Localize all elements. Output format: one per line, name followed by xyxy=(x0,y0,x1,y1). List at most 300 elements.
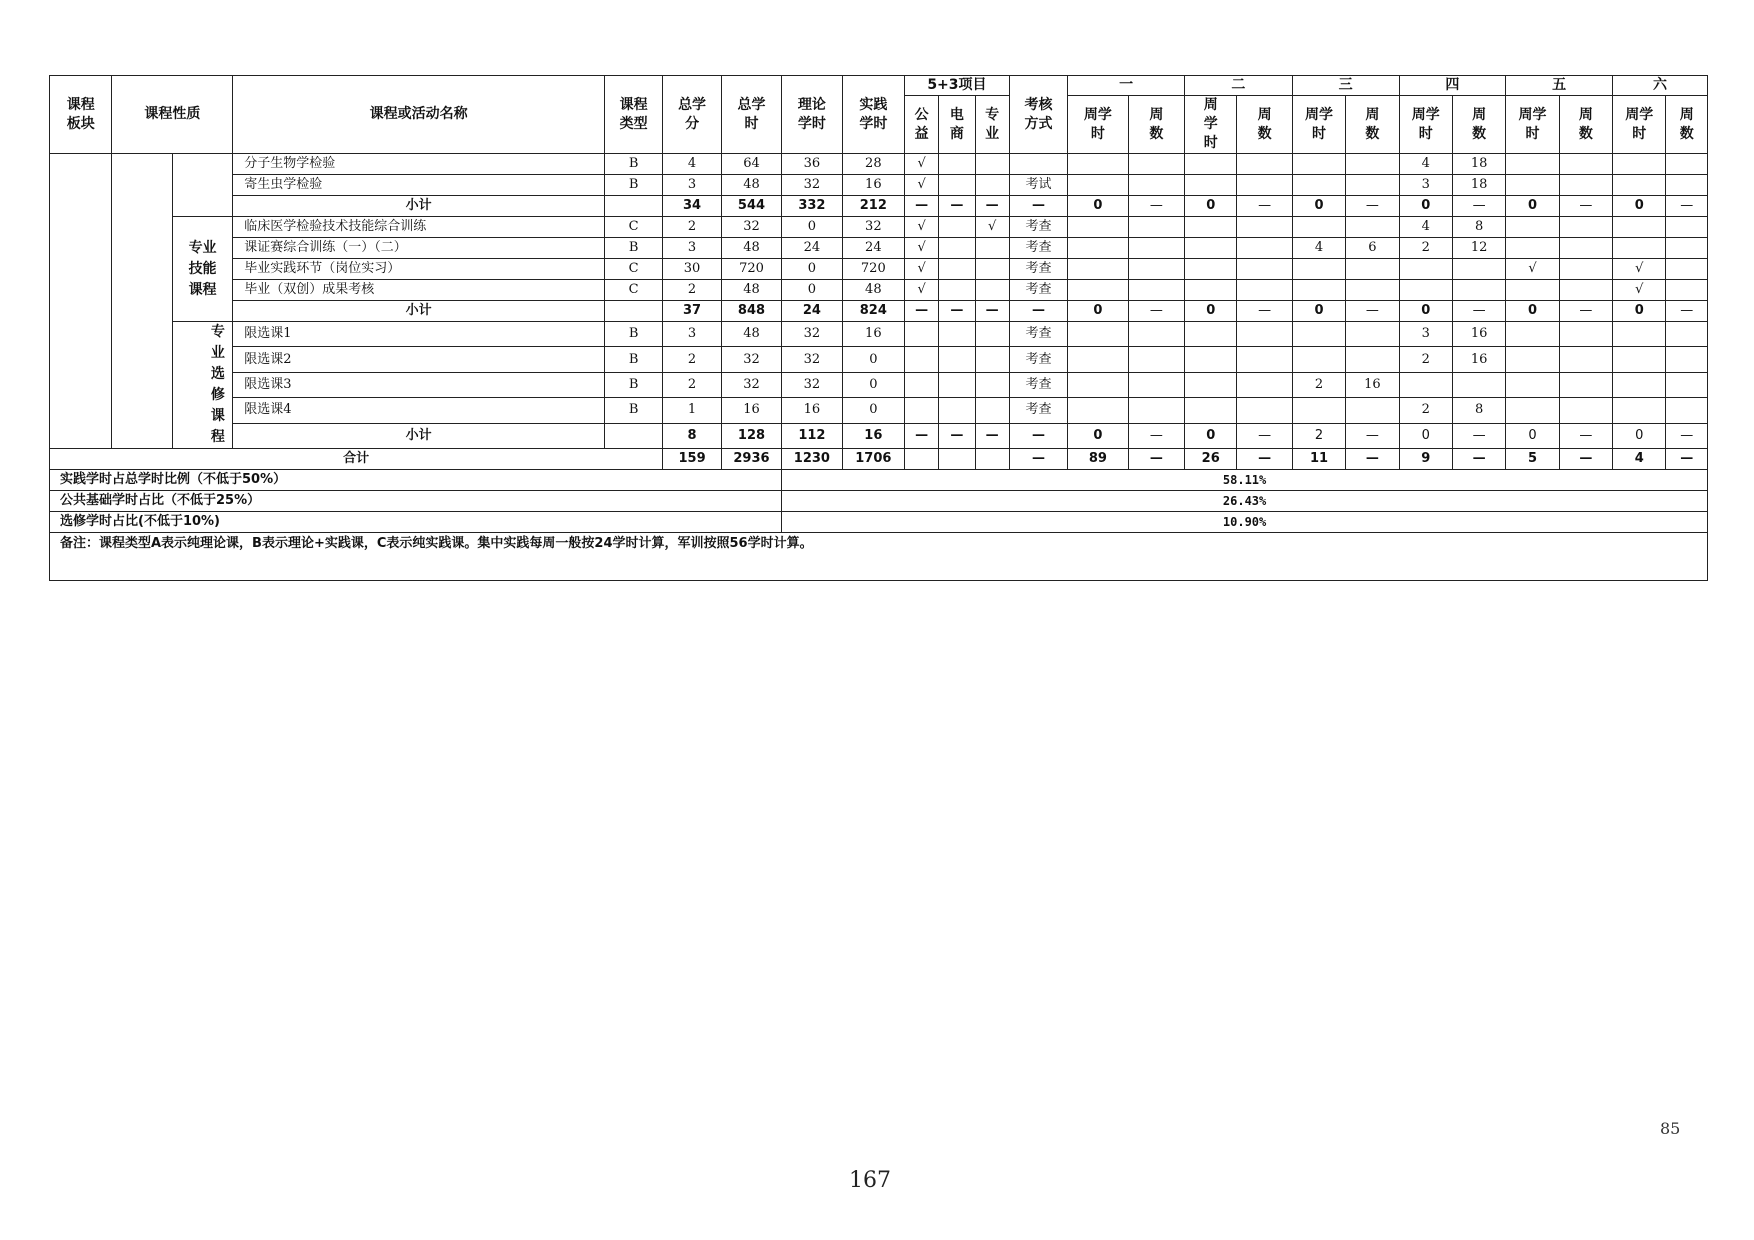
category-elective-label: 专业选修课程 xyxy=(210,324,225,445)
table-row xyxy=(50,175,1708,196)
semester-cell xyxy=(1128,280,1184,301)
course-name: 限选课2 xyxy=(233,347,605,372)
semester-cell: — xyxy=(1346,196,1399,217)
semester-cell: — xyxy=(1559,196,1612,217)
semester-cell: 2 xyxy=(1292,423,1345,448)
semester-cell xyxy=(1666,154,1708,175)
semester-cell xyxy=(1128,238,1184,259)
total-row xyxy=(50,449,1708,470)
credits: 3 xyxy=(663,238,721,259)
project-public: √ xyxy=(905,217,939,238)
project-ecommerce xyxy=(939,347,975,372)
course-type: B xyxy=(604,238,662,259)
block-cell xyxy=(50,154,112,449)
semester-cell: 0 xyxy=(1613,301,1666,322)
ratio-value: 58.11% xyxy=(782,470,1708,491)
exam-method: — xyxy=(1009,423,1067,448)
ratio-label: 选修学时占比(不低于10%) xyxy=(50,512,782,533)
semester-cell: — xyxy=(1128,423,1184,448)
header-nature: 课程性质 xyxy=(112,76,233,154)
semester-cell xyxy=(1452,372,1505,397)
exam-method: 考查 xyxy=(1009,280,1067,301)
course-type: C xyxy=(604,259,662,280)
category-skill-courses xyxy=(172,217,232,322)
header-semester-4: 四 xyxy=(1399,76,1506,96)
table-row xyxy=(50,217,1708,238)
semester-cell xyxy=(1346,259,1399,280)
semester-cell xyxy=(1506,398,1559,423)
semester-cell: 0 xyxy=(1399,423,1452,448)
theory-hours: 24 xyxy=(782,301,842,322)
exam-method: 考查 xyxy=(1009,238,1067,259)
semester-cell: 0 xyxy=(1613,196,1666,217)
project-major xyxy=(975,154,1009,175)
table-row xyxy=(50,154,1708,175)
credits: 37 xyxy=(663,301,721,322)
header-weeks: 周数 xyxy=(1237,96,1292,154)
header-project-public: 公益 xyxy=(905,96,939,154)
header-practice: 实践学时 xyxy=(842,76,904,154)
semester-cell xyxy=(1666,322,1708,347)
semester-cell xyxy=(1506,322,1559,347)
semester-cell xyxy=(1237,398,1292,423)
note-text: 备注：课程类型A表示纯理论课，B表示理论+实践课，C表示纯实践课。集中实践每周一般按24学时计算，军训按照56学时计算。 xyxy=(50,533,1708,581)
semester-cell: 89 xyxy=(1068,449,1128,470)
theory-hours: 0 xyxy=(782,217,842,238)
semester-cell xyxy=(1506,347,1559,372)
semester-cell: 0 xyxy=(1068,423,1128,448)
semester-cell xyxy=(1559,347,1612,372)
header-semester-3: 三 xyxy=(1292,76,1399,96)
project-public xyxy=(905,398,939,423)
semester-cell xyxy=(1292,398,1345,423)
semester-cell xyxy=(1666,372,1708,397)
total-hours: 64 xyxy=(721,154,781,175)
header-weekly-hours: 周学时 xyxy=(1185,96,1237,154)
semester-cell: 0 xyxy=(1185,301,1237,322)
project-ecommerce xyxy=(939,449,975,470)
semester-cell xyxy=(1068,398,1128,423)
table-row xyxy=(50,372,1708,397)
course-name: 限选课4 xyxy=(233,398,605,423)
subtotal-label: 小计 xyxy=(233,301,605,322)
semester-cell xyxy=(1185,259,1237,280)
semester-cell: 0 xyxy=(1399,196,1452,217)
project-ecommerce xyxy=(939,217,975,238)
semester-cell: — xyxy=(1237,196,1292,217)
semester-cell xyxy=(1292,322,1345,347)
semester-cell: 3 xyxy=(1399,322,1452,347)
course-name: 临床医学检验技术技能综合训练 xyxy=(233,217,605,238)
semester-cell xyxy=(1399,372,1452,397)
exam-method: 考查 xyxy=(1009,398,1067,423)
project-public xyxy=(905,449,939,470)
course-type: C xyxy=(604,217,662,238)
semester-cell xyxy=(1666,259,1708,280)
theory-hours: 1230 xyxy=(782,449,842,470)
project-major xyxy=(975,238,1009,259)
semester-cell xyxy=(1068,347,1128,372)
project-public: — xyxy=(905,423,939,448)
semester-cell xyxy=(1399,280,1452,301)
semester-cell: — xyxy=(1452,301,1505,322)
semester-cell: √ xyxy=(1613,280,1666,301)
total-label: 合计 xyxy=(50,449,663,470)
semester-cell: — xyxy=(1666,449,1708,470)
total-hours: 32 xyxy=(721,217,781,238)
total-hours: 48 xyxy=(721,280,781,301)
credits: 4 xyxy=(663,154,721,175)
semester-cell xyxy=(1346,154,1399,175)
semester-cell: — xyxy=(1128,196,1184,217)
semester-cell xyxy=(1346,398,1399,423)
semester-cell xyxy=(1128,372,1184,397)
note-row xyxy=(50,533,1708,581)
semester-cell xyxy=(1185,347,1237,372)
ratio-value: 10.90% xyxy=(782,512,1708,533)
semester-cell: — xyxy=(1452,449,1505,470)
project-major: — xyxy=(975,423,1009,448)
semester-cell: 0 xyxy=(1506,301,1559,322)
table-row xyxy=(50,398,1708,423)
practice-hours: 28 xyxy=(842,154,904,175)
semester-cell xyxy=(1506,217,1559,238)
header-project: 5+3项目 xyxy=(905,76,1010,96)
semester-cell xyxy=(1185,280,1237,301)
exam-method: 考查 xyxy=(1009,372,1067,397)
semester-cell xyxy=(1559,259,1612,280)
curriculum-table xyxy=(49,75,1708,581)
semester-cell: 6 xyxy=(1346,238,1399,259)
project-ecommerce: — xyxy=(939,301,975,322)
semester-cell xyxy=(1559,154,1612,175)
semester-cell xyxy=(1185,154,1237,175)
exam-method: 考查 xyxy=(1009,259,1067,280)
semester-cell xyxy=(1613,347,1666,372)
header-weeks: 周数 xyxy=(1452,96,1505,154)
semester-cell xyxy=(1237,259,1292,280)
project-major: √ xyxy=(975,217,1009,238)
table-row xyxy=(50,322,1708,347)
semester-cell xyxy=(1185,322,1237,347)
semester-cell xyxy=(1292,217,1345,238)
total-hours: 48 xyxy=(721,322,781,347)
practice-hours: 0 xyxy=(842,347,904,372)
project-ecommerce: — xyxy=(939,196,975,217)
project-ecommerce xyxy=(939,322,975,347)
table-row xyxy=(50,280,1708,301)
header-weekly-hours: 周学时 xyxy=(1613,96,1666,154)
semester-cell: 4 xyxy=(1399,217,1452,238)
header-weeks: 周数 xyxy=(1559,96,1612,154)
project-major xyxy=(975,322,1009,347)
semester-cell: 0 xyxy=(1613,423,1666,448)
semester-cell: 2 xyxy=(1399,398,1452,423)
semester-cell: — xyxy=(1666,196,1708,217)
semester-cell xyxy=(1068,238,1128,259)
header-semester-5: 五 xyxy=(1506,76,1613,96)
header-exam: 考核方式 xyxy=(1009,76,1067,154)
semester-cell: 0 xyxy=(1506,196,1559,217)
semester-cell xyxy=(1559,175,1612,196)
category-elective-courses xyxy=(172,322,232,449)
semester-cell: 2 xyxy=(1399,347,1452,372)
semester-cell xyxy=(1399,259,1452,280)
project-major xyxy=(975,398,1009,423)
semester-cell xyxy=(1666,398,1708,423)
semester-cell: 18 xyxy=(1452,154,1505,175)
semester-cell xyxy=(1346,347,1399,372)
semester-cell xyxy=(1613,398,1666,423)
table-row xyxy=(50,347,1708,372)
practice-hours: 48 xyxy=(842,280,904,301)
practice-hours: 720 xyxy=(842,259,904,280)
header-weekly-hours: 周学时 xyxy=(1292,96,1345,154)
semester-cell xyxy=(1346,280,1399,301)
project-major xyxy=(975,372,1009,397)
semester-cell xyxy=(1666,238,1708,259)
semester-cell xyxy=(1237,238,1292,259)
semester-cell: 0 xyxy=(1399,301,1452,322)
total-hours: 2936 xyxy=(721,449,781,470)
project-public: √ xyxy=(905,175,939,196)
practice-hours: 824 xyxy=(842,301,904,322)
semester-cell xyxy=(1506,372,1559,397)
credits: 159 xyxy=(663,449,721,470)
project-public: √ xyxy=(905,238,939,259)
ratio-row xyxy=(50,491,1708,512)
course-type: B xyxy=(604,175,662,196)
header-weekly-hours: 周学时 xyxy=(1068,96,1128,154)
semester-cell xyxy=(1068,280,1128,301)
semester-cell xyxy=(1185,175,1237,196)
project-ecommerce xyxy=(939,259,975,280)
course-type xyxy=(604,301,662,322)
project-public xyxy=(905,372,939,397)
total-hours: 128 xyxy=(721,423,781,448)
semester-cell: — xyxy=(1559,449,1612,470)
semester-cell: — xyxy=(1346,301,1399,322)
semester-cell xyxy=(1613,372,1666,397)
course-name: 限选课3 xyxy=(233,372,605,397)
header-row-1 xyxy=(50,76,1708,96)
semester-cell xyxy=(1613,154,1666,175)
practice-hours: 16 xyxy=(842,423,904,448)
practice-hours: 1706 xyxy=(842,449,904,470)
page-number-main: 167 xyxy=(849,1168,891,1193)
semester-cell xyxy=(1237,217,1292,238)
header-weeks: 周数 xyxy=(1666,96,1708,154)
theory-hours: 32 xyxy=(782,322,842,347)
semester-cell: 3 xyxy=(1399,175,1452,196)
theory-hours: 0 xyxy=(782,259,842,280)
semester-cell xyxy=(1506,280,1559,301)
total-hours: 848 xyxy=(721,301,781,322)
header-semester-6: 六 xyxy=(1613,76,1708,96)
project-public: √ xyxy=(905,154,939,175)
semester-cell: 8 xyxy=(1452,217,1505,238)
semester-cell: 12 xyxy=(1452,238,1505,259)
semester-cell xyxy=(1613,175,1666,196)
semester-cell: — xyxy=(1128,301,1184,322)
practice-hours: 0 xyxy=(842,372,904,397)
semester-cell xyxy=(1666,217,1708,238)
practice-hours: 24 xyxy=(842,238,904,259)
header-semester-2: 二 xyxy=(1185,76,1293,96)
semester-cell xyxy=(1292,259,1345,280)
theory-hours: 24 xyxy=(782,238,842,259)
subtotal-row xyxy=(50,196,1708,217)
project-ecommerce xyxy=(939,175,975,196)
semester-cell xyxy=(1452,259,1505,280)
course-name: 毕业实践环节（岗位实习） xyxy=(233,259,605,280)
project-major xyxy=(975,259,1009,280)
semester-cell xyxy=(1613,238,1666,259)
project-ecommerce xyxy=(939,238,975,259)
semester-cell xyxy=(1666,175,1708,196)
semester-cell: 16 xyxy=(1452,322,1505,347)
course-type: B xyxy=(604,322,662,347)
theory-hours: 16 xyxy=(782,398,842,423)
course-name: 限选课1 xyxy=(233,322,605,347)
semester-cell: 2 xyxy=(1399,238,1452,259)
theory-hours: 0 xyxy=(782,280,842,301)
category-skill-label: 专业技能课程 xyxy=(188,239,217,298)
semester-cell xyxy=(1559,217,1612,238)
semester-cell xyxy=(1128,398,1184,423)
semester-cell xyxy=(1237,175,1292,196)
project-ecommerce xyxy=(939,154,975,175)
theory-hours: 32 xyxy=(782,175,842,196)
credits: 2 xyxy=(663,347,721,372)
semester-cell xyxy=(1613,217,1666,238)
subtotal-row xyxy=(50,423,1708,448)
course-type xyxy=(604,196,662,217)
ratio-row xyxy=(50,470,1708,491)
semester-cell xyxy=(1128,154,1184,175)
semester-cell: — xyxy=(1346,449,1399,470)
theory-hours: 32 xyxy=(782,372,842,397)
semester-cell: 11 xyxy=(1292,449,1345,470)
semester-cell: — xyxy=(1666,301,1708,322)
subtotal-label: 小计 xyxy=(233,423,605,448)
semester-cell: 16 xyxy=(1346,372,1399,397)
semester-cell: 0 xyxy=(1185,196,1237,217)
project-major xyxy=(975,175,1009,196)
semester-cell xyxy=(1506,175,1559,196)
semester-cell: — xyxy=(1452,196,1505,217)
semester-cell xyxy=(1237,154,1292,175)
semester-cell xyxy=(1068,175,1128,196)
exam-method: — xyxy=(1009,449,1067,470)
ratio-label: 公共基础学时占比（不低于25%） xyxy=(50,491,782,512)
exam-method: — xyxy=(1009,196,1067,217)
ratio-label: 实践学时占总学时比例（不低于50%） xyxy=(50,470,782,491)
ratio-value: 26.43% xyxy=(782,491,1708,512)
header-block: 课程板块 xyxy=(50,76,112,154)
semester-cell xyxy=(1292,347,1345,372)
total-hours: 48 xyxy=(721,175,781,196)
semester-cell: 16 xyxy=(1452,347,1505,372)
credits: 3 xyxy=(663,175,721,196)
practice-hours: 16 xyxy=(842,175,904,196)
semester-cell xyxy=(1237,280,1292,301)
semester-cell xyxy=(1237,372,1292,397)
project-major: — xyxy=(975,196,1009,217)
total-hours: 720 xyxy=(721,259,781,280)
course-name: 分子生物学检验 xyxy=(233,154,605,175)
semester-cell xyxy=(1237,347,1292,372)
exam-method: 考查 xyxy=(1009,217,1067,238)
exam-method xyxy=(1009,154,1067,175)
theory-hours: 112 xyxy=(782,423,842,448)
semester-cell: √ xyxy=(1506,259,1559,280)
project-public xyxy=(905,322,939,347)
total-hours: 16 xyxy=(721,398,781,423)
semester-cell xyxy=(1559,398,1612,423)
ratio-row xyxy=(50,512,1708,533)
semester-cell: — xyxy=(1237,423,1292,448)
semester-cell xyxy=(1292,175,1345,196)
semester-cell xyxy=(1452,280,1505,301)
semester-cell xyxy=(1128,175,1184,196)
semester-cell xyxy=(1346,322,1399,347)
header-weekly-hours: 周学时 xyxy=(1399,96,1452,154)
semester-cell xyxy=(1613,322,1666,347)
project-ecommerce xyxy=(939,398,975,423)
semester-cell xyxy=(1506,238,1559,259)
semester-cell xyxy=(1185,398,1237,423)
semester-cell xyxy=(1506,154,1559,175)
table-row xyxy=(50,259,1708,280)
practice-hours: 0 xyxy=(842,398,904,423)
header-weeks: 周数 xyxy=(1128,96,1184,154)
semester-cell: 4 xyxy=(1292,238,1345,259)
semester-cell: 0 xyxy=(1506,423,1559,448)
theory-hours: 36 xyxy=(782,154,842,175)
semester-cell xyxy=(1292,280,1345,301)
project-major: — xyxy=(975,301,1009,322)
course-type: B xyxy=(604,347,662,372)
semester-cell xyxy=(1292,154,1345,175)
semester-cell: — xyxy=(1452,423,1505,448)
semester-cell xyxy=(1559,238,1612,259)
semester-cell xyxy=(1559,322,1612,347)
project-ecommerce: — xyxy=(939,423,975,448)
semester-cell xyxy=(1068,217,1128,238)
semester-cell xyxy=(1068,322,1128,347)
semester-cell: 18 xyxy=(1452,175,1505,196)
credits: 2 xyxy=(663,372,721,397)
semester-cell xyxy=(1559,372,1612,397)
semester-cell: 2 xyxy=(1292,372,1345,397)
semester-cell: √ xyxy=(1613,259,1666,280)
semester-cell xyxy=(1237,322,1292,347)
semester-cell: 26 xyxy=(1185,449,1237,470)
header-theory: 理论学时 xyxy=(782,76,842,154)
course-name: 寄生虫学检验 xyxy=(233,175,605,196)
page-number-small: 85 xyxy=(1660,1119,1681,1138)
subtotal-label: 小计 xyxy=(233,196,605,217)
credits: 34 xyxy=(663,196,721,217)
credits: 3 xyxy=(663,322,721,347)
header-hours: 总学时 xyxy=(721,76,781,154)
semester-cell: — xyxy=(1559,301,1612,322)
practice-hours: 16 xyxy=(842,322,904,347)
theory-hours: 332 xyxy=(782,196,842,217)
semester-cell xyxy=(1128,259,1184,280)
semester-cell xyxy=(1346,175,1399,196)
